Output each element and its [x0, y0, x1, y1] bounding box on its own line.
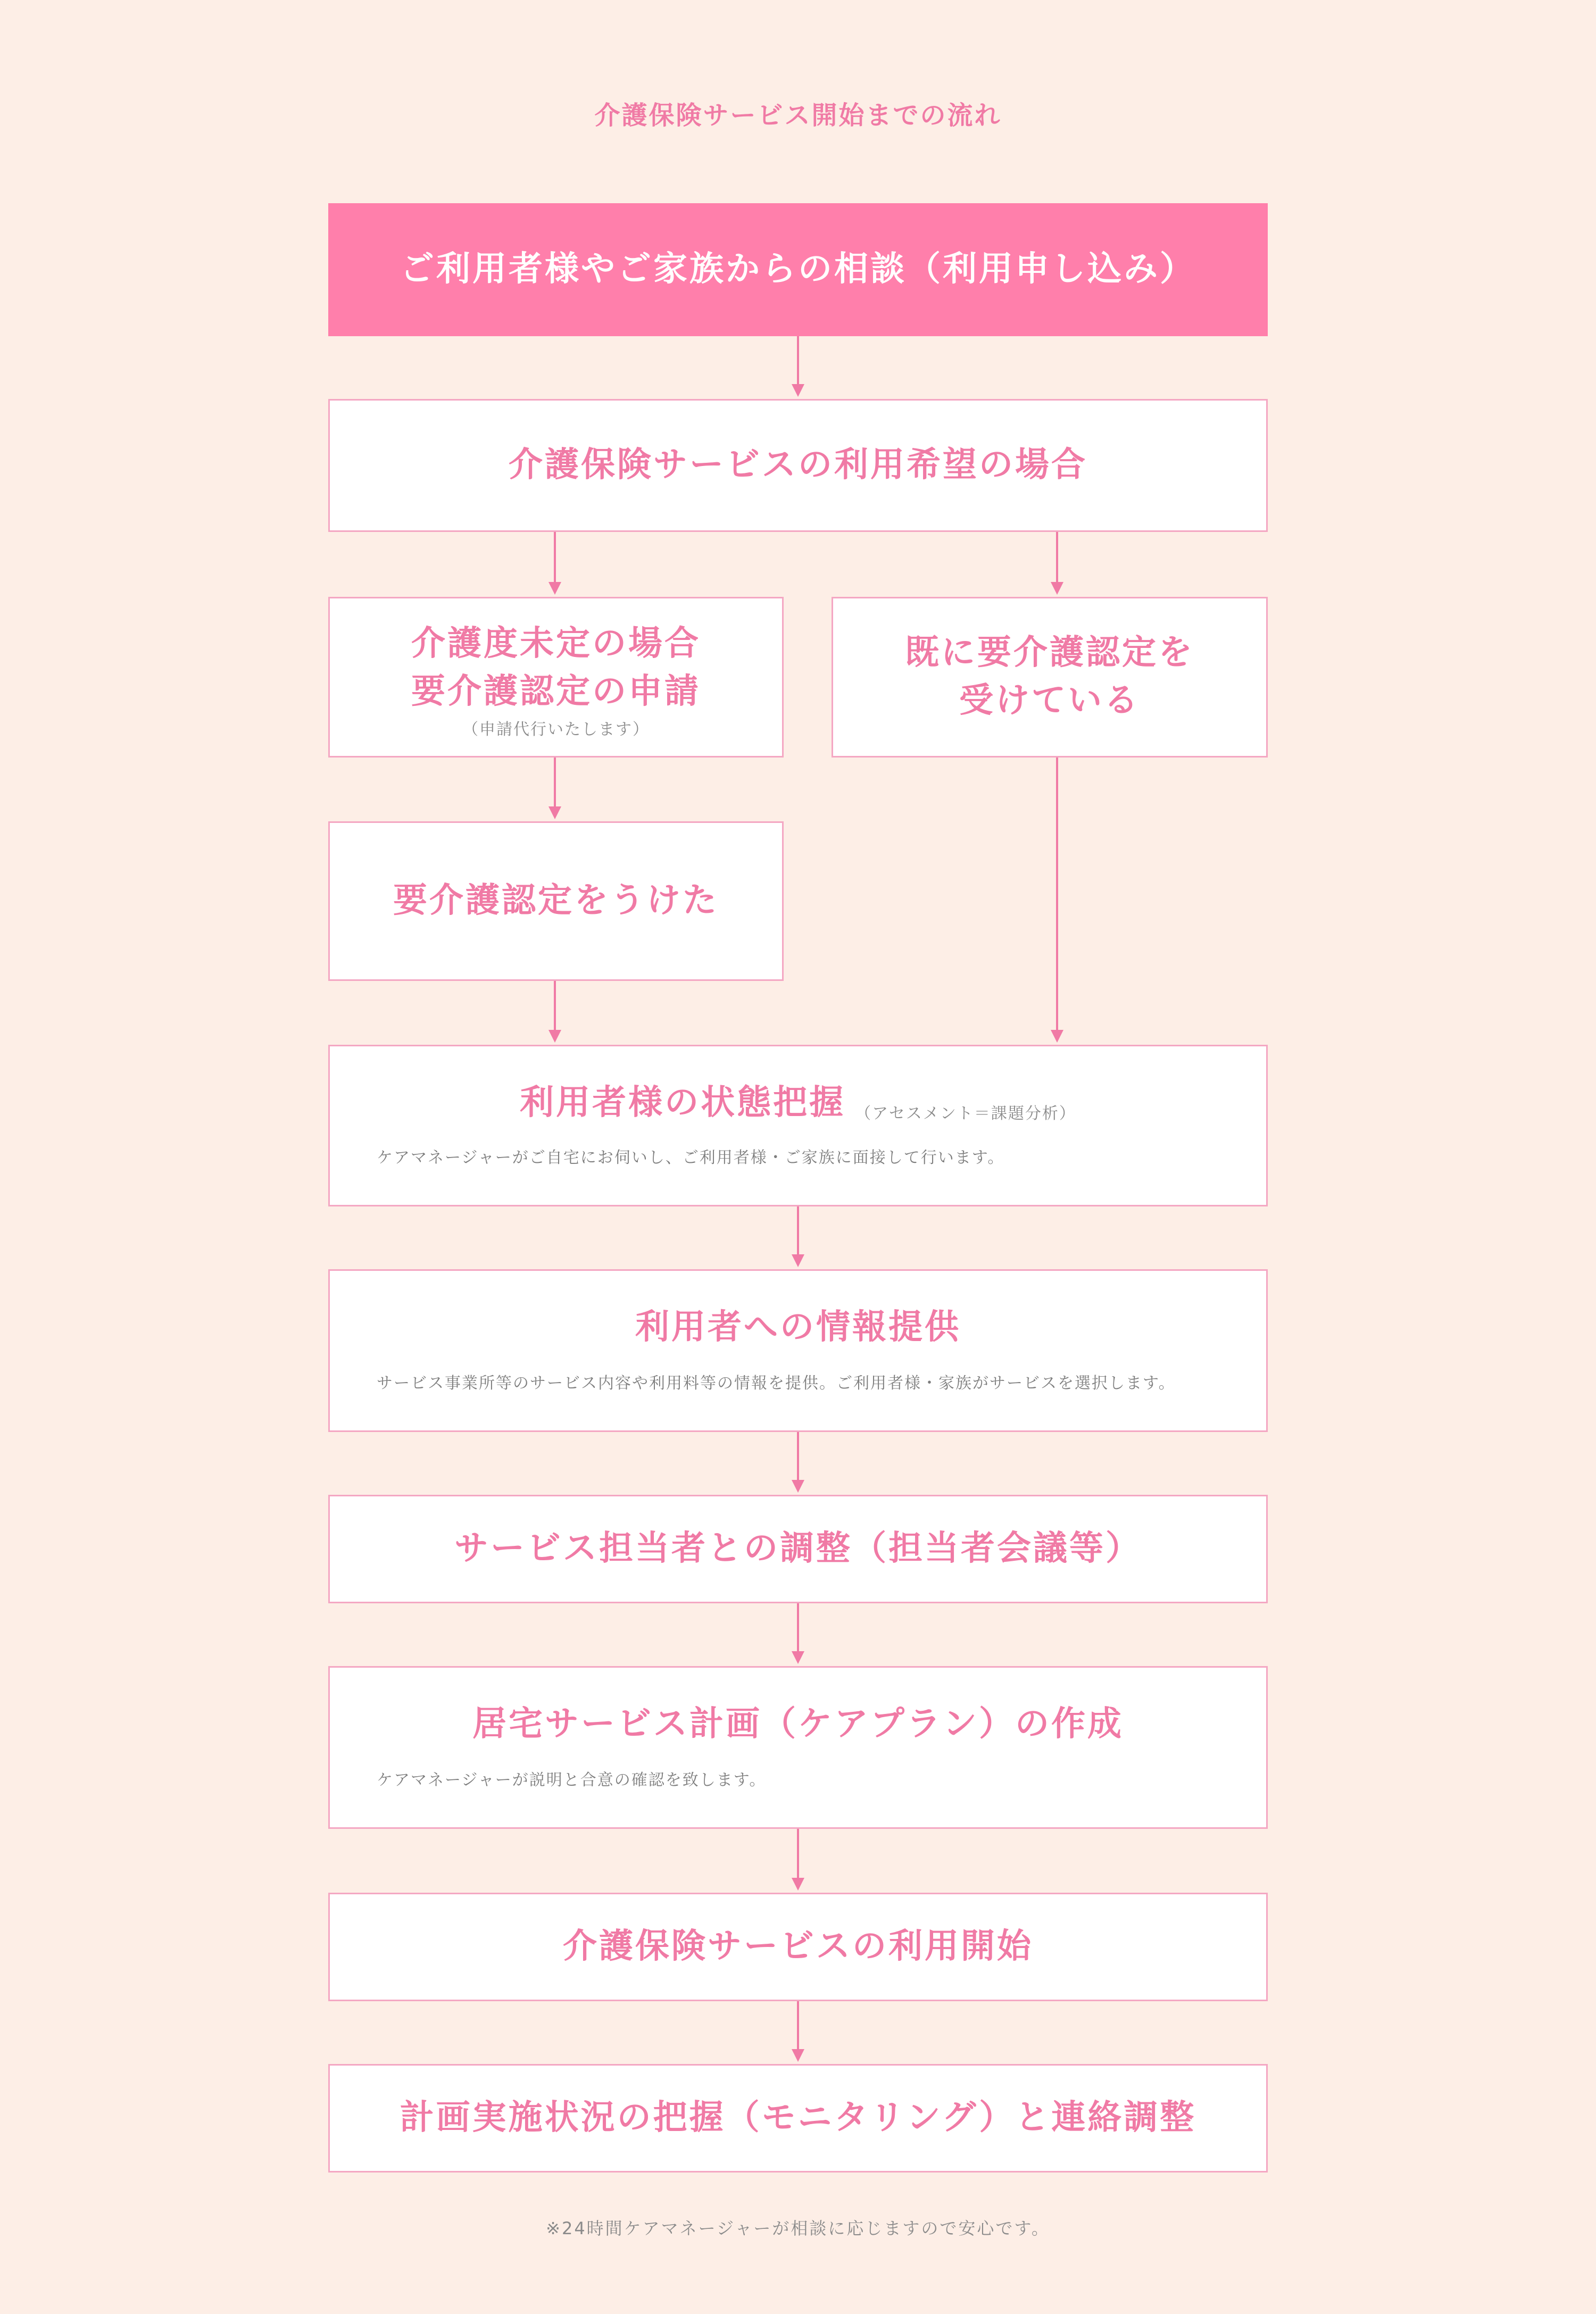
step-info-title: 利用者への情報提供 [635, 1308, 961, 1347]
step-already-line2: 受けている [959, 681, 1140, 720]
step-assessment [328, 1045, 1268, 1206]
step-consultation [328, 203, 1268, 336]
footnote: ※24時間ケアマネージャーが相談に応じますので安心です。 [546, 2218, 1050, 2238]
arrowhead [792, 1480, 804, 1493]
arrowhead [792, 1254, 804, 1267]
arrowhead [548, 806, 561, 819]
arrowhead [792, 384, 804, 397]
step-already-certified [832, 597, 1268, 758]
step-assessment-title: 利用者様の状態把握 [520, 1083, 846, 1122]
arrowhead [548, 582, 561, 595]
step-certification-received [328, 821, 784, 981]
step-care-plan [328, 1666, 1268, 1829]
step-care-plan-desc: ケアマネージャーが説明と合意の確認を致します。 [377, 1771, 767, 1789]
step-info-provision [328, 1269, 1268, 1432]
step-undetermined-note: （申請代行いたします） [462, 720, 650, 739]
step-monitoring [328, 2064, 1268, 2173]
step-undetermined [328, 597, 784, 758]
step-assessment-paren: （アセスメント＝課題分析） [855, 1104, 1076, 1123]
step-assessment-desc: ケアマネージャーがご自宅にお伺いし、ご利用者様・ご家族に面接して行います。 [377, 1148, 1005, 1167]
step-service-start [328, 1893, 1268, 2001]
step-consultation-label: ご利用者様やご家族からの相談（利用申し込み） [400, 249, 1196, 289]
arrowhead [548, 1030, 561, 1043]
page-title: 介護保険サービス開始までの流れ [594, 101, 1002, 130]
arrowhead [792, 1878, 804, 1891]
arrowhead [1051, 582, 1063, 595]
step-service-wish [328, 399, 1268, 532]
step-undetermined-line1: 介護度未定の場合 [411, 624, 701, 664]
step-info-desc: サービス事業所等のサービス内容や利用料等の情報を提供。ご利用者様・家族がサービスを選択します。 [377, 1374, 1176, 1393]
step-undetermined-line2: 要介護認定の申請 [411, 672, 701, 711]
step-adjustment-label: サービス担当者との調整（担当者会議等） [454, 1529, 1142, 1569]
arrowhead [1051, 1030, 1063, 1043]
step-care-plan-title: 居宅サービス計画（ケアプラン）の作成 [472, 1704, 1124, 1744]
step-already-line1: 既に要介護認定を [905, 633, 1194, 673]
step-monitoring-label: 計画実施状況の把握（モニタリング）と連絡調整 [400, 2098, 1196, 2138]
arrowhead [792, 2049, 804, 2062]
step-certification-received-label: 要介護認定をうけた [393, 881, 719, 921]
step-service-wish-label: 介護保険サービスの利用希望の場合 [509, 445, 1087, 485]
step-adjustment [328, 1495, 1268, 1603]
arrowhead [792, 1651, 804, 1664]
step-service-start-label: 介護保険サービスの利用開始 [563, 1927, 1033, 1967]
